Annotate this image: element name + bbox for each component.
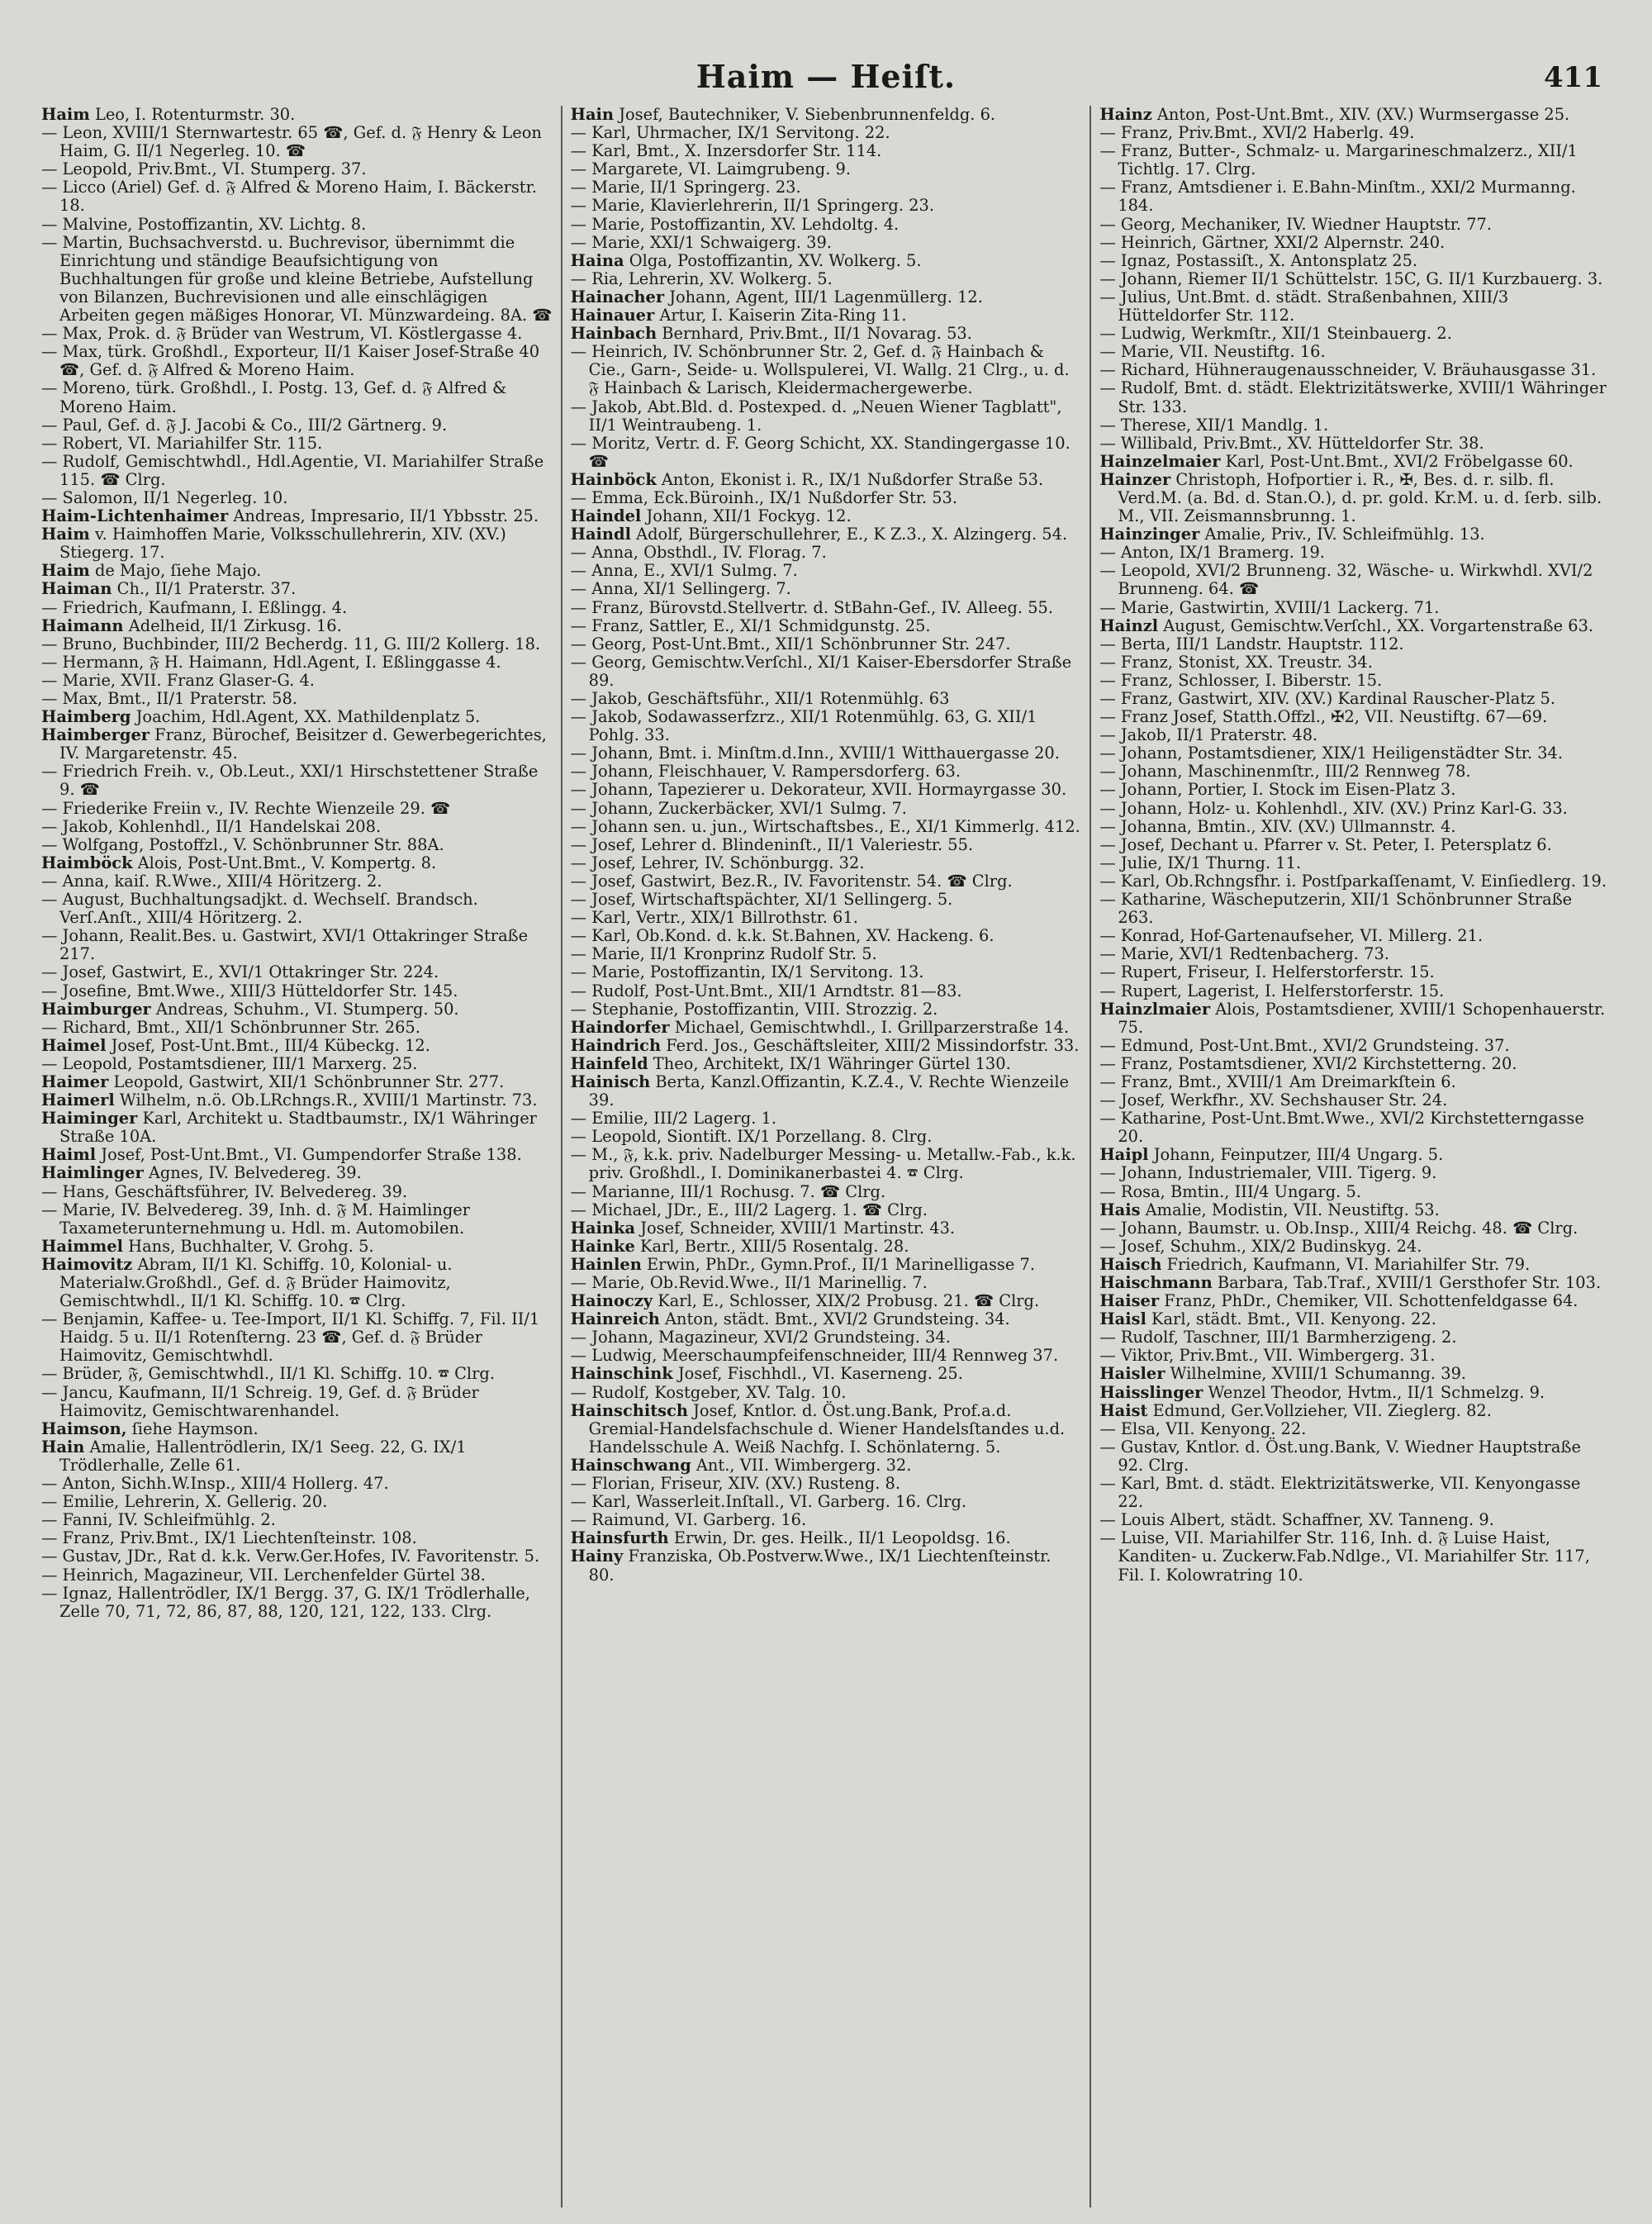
- directory-entry: Haimburger Andreas, Schuhm., VI. Stumperg. 50.: [41, 999, 459, 1019]
- directory-entry: — Rudolf, Gemischtwhdl., Hdl.Agentie, VI. Mariahilfer Straße 115. ☎ Clrg.: [41, 451, 544, 489]
- directory-entry: — Rudolf, Taschner, III/1 Barmherzigeng. 2.: [1099, 1328, 1457, 1347]
- directory-entry: — Rudolf, Kostgeber, XV. Talg. 10.: [570, 1382, 847, 1402]
- directory-entry: — Moreno, türk. Großhdl., I. Postg. 13, Gef. d. 𝔉 Alfred & Moreno Haim.: [41, 378, 507, 416]
- directory-entry: — Rudolf, Post-Unt.Bmt., XII/1 Arndtstr. 81—83.: [570, 981, 962, 1000]
- directory-entry: Hainfeld Theo, Architekt, IX/1 Währinger Gürtel 130.: [570, 1053, 1011, 1073]
- directory-entry: Hainschitsch Josef, Kntlor. d. Öst.ung.Bank, Prof.a.d. Gremial-Handelsfachschule d. Wiener Handelsſtandes u.d. Handelsschule A. Weiß Nachfg. I. Schönlaterng. 5.: [570, 1400, 1066, 1457]
- directory-entry: — Anna, E., XVI/1 Sulmg. 7.: [570, 561, 798, 581]
- directory-entry: — Karl, Bmt., X. Inzersdorfer Str. 114.: [570, 141, 882, 161]
- directory-entry: Haimböck Alois, Post-Unt.Bmt., V. Kompertg. 8.: [41, 853, 437, 872]
- directory-entry: — Anna, Obsthdl., IV. Florag. 7.: [570, 543, 827, 563]
- directory-entry: — Jakob, II/1 Praterstr. 48.: [1099, 725, 1318, 745]
- directory-entry: — Josef, Dechant u. Pfarrer v. St. Peter, I. Petersplatz 6.: [1099, 834, 1552, 854]
- directory-entry: Hainzer Christoph, Hofportier i. R., ✠, Bes. d. r. silb. fl. Verd.M. (a. Bd. d. Stan.O.), d. pr. gold. Kr.M. u. d. ſerb. silb. M., VII. Zeismannsbrunng. 1.: [1099, 469, 1602, 526]
- directory-entry: Haiminger Karl, Architekt u. Stadtbaumstr., IX/1 Währinger Straße 10A.: [41, 1109, 537, 1147]
- column-2: [563, 106, 1092, 2207]
- directory-entry: — Franz, Priv.Bmt., IX/1 Liechtenſteinstr. 108.: [41, 1528, 417, 1548]
- directory-entry: — Elsa, VII. Kenyong. 22.: [1099, 1419, 1307, 1438]
- directory-entry: — Franz, Postamtsdiener, XVI/2 Kirchstetterng. 20.: [1099, 1053, 1517, 1073]
- directory-entry: — Fanni, IV. Schleifmühlg. 2.: [41, 1510, 276, 1530]
- directory-entry: — Brüder, 𝔉, Gemischtwhdl., II/1 Kl. Schiffg. 10. ☎ Clrg.: [41, 1364, 495, 1384]
- directory-entry: Hainlen Erwin, PhDr., Gymn.Prof., II/1 Marinelligasse 7.: [570, 1254, 1036, 1274]
- directory-entry: Haischmann Barbara, Tab.Traf., XVIII/1 Gersthofer Str. 103.: [1099, 1273, 1602, 1292]
- directory-entry: — Marie, Gastwirtin, XVIII/1 Lackerg. 71.: [1099, 597, 1440, 617]
- directory-entry: — Karl, Ob.Kond. d. k.k. St.Bahnen, XV. Hackeng. 6.: [570, 926, 995, 946]
- directory-entry: — Johann, Zuckerbäcker, XVI/1 Sulmg. 7.: [570, 798, 907, 818]
- directory-entry: Haim de Majo, ſiehe Majo.: [41, 561, 262, 581]
- directory-entry: — Julie, IX/1 Thurng. 11.: [1099, 853, 1302, 872]
- directory-entry: — Franz, Schlosser, I. Biberstr. 15.: [1099, 670, 1383, 690]
- directory-entry: — Margarete, VI. Laimgrubeng. 9.: [570, 159, 852, 179]
- directory-entry: — Jakob, Abt.Bld. d. Postexped. d. „Neuen Wiener Tagblatt", II/1 Weintraubeng. 1.: [570, 397, 1062, 435]
- directory-entry: Haisler Wilhelmine, XVIII/1 Schumanng. 39.: [1099, 1364, 1467, 1384]
- directory-entry: — Emma, Eck.Büroinh., IX/1 Nußdorfer Str. 53.: [570, 487, 958, 507]
- directory-entry: — Hermann, 𝔉 H. Haimann, Hdl.Agent, I. Eßlinggasse 4.: [41, 652, 501, 672]
- directory-entry: — Berta, III/1 Landstr. Hauptstr. 112.: [1099, 634, 1404, 653]
- directory-entry: Hainschwang Ant., VII. Wimbergerg. 32.: [570, 1455, 912, 1475]
- directory-entry: — Therese, XII/1 Mandlg. 1.: [1099, 415, 1329, 435]
- directory-entry: — Johann sen. u. jun., Wirtschaftsbes., E., XI/1 Kimmerlg. 412.: [570, 816, 1080, 836]
- directory-entry: — Johann, Tapezierer u. Dekorateur, XVII. Hormayrgasse 30.: [570, 780, 1067, 800]
- directory-entry: Hainz Anton, Post-Unt.Bmt., XIV. (XV.) Wurmsergasse 25.: [1099, 106, 1570, 124]
- directory-entry: Haimerl Wilhelm, n.ö. Ob.LRchngs.R., XVIII/1 Martinstr. 73.: [41, 1091, 538, 1110]
- directory-entry: — Michael, JDr., E., III/2 Lagerg. 1. ☎ Clrg.: [570, 1200, 928, 1219]
- directory-entry: — Benjamin, Kaffee- u. Tee-Import, II/1 Kl. Schiffg. 7, Fil. II/1 Haidg. 5 u. II/1 Rotenſterng. 23 ☎, Gef. d. 𝔉 Brüder Haimovitz, Gemischtwhdl.: [41, 1309, 540, 1366]
- directory-entry: — Friedrich, Kaufmann, I. Eßlingg. 4.: [41, 597, 348, 617]
- directory-entry: — Leopold, Postamtsdiener, III/1 Marxerg. 25.: [41, 1053, 418, 1073]
- directory-entry: — Marie, Klavierlehrerin, II/1 Springerg. 23.: [570, 196, 935, 216]
- directory-entry: — Marie, Postoffizantin, IX/1 Servitong. 13.: [570, 962, 924, 982]
- directory-entry: — Johann, Baumstr. u. Ob.Insp., XIII/4 Reichg. 48. ☎ Clrg.: [1099, 1218, 1578, 1238]
- directory-entry: — Jakob, Kohlenhdl., II/1 Handelskai 208.: [41, 816, 382, 836]
- directory-entry: — Franz, Gastwirt, XIV. (XV.) Kardinal Rauscher-Platz 5.: [1099, 689, 1555, 708]
- directory-entry: — Leopold, XVI/2 Brunneng. 32, Wäsche- u. Wirkwhdl. XVI/2 Brunneng. 64. ☎: [1099, 561, 1593, 599]
- directory-entry: — Ignaz, Hallentrödler, IX/1 Bergg. 37, G. IX/1 Trödlerhalle, Zelle 70, 71, 72, 86, 87, 88, 120, 121, 122, 133. Clrg.: [41, 1583, 530, 1621]
- directory-entry: — Josef, Werkfhr., XV. Sechshauser Str. 24.: [1099, 1091, 1448, 1110]
- directory-entry: Hainy Franziska, Ob.Postverw.Wwe., IX/1 Liechtenſteinstr. 80.: [570, 1547, 1051, 1585]
- directory-entry: — M., 𝔉, k.k. priv. Nadelburger Messing- u. Metallw.-Fab., k.k. priv. Großhdl., I. Dominikanerbastei 4. ☎ Clrg.: [570, 1145, 1076, 1183]
- directory-entry: — Franz, Stonist, XX. Treustr. 34.: [1099, 652, 1373, 672]
- directory-entry: — Josef, Gastwirt, E., XVI/1 Ottakringer Str. 224.: [41, 962, 439, 982]
- directory-entry: — Gustav, Kntlor. d. Öst.ung.Bank, V. Wiedner Hauptstraße 92. Clrg.: [1099, 1437, 1581, 1475]
- directory-entry: — Rupert, Friseur, I. Helferstorferstr. 15.: [1099, 962, 1435, 982]
- directory-entry: — Marie, XVII. Franz Glaser-G. 4.: [41, 670, 315, 690]
- directory-entry: — Franz, Bürovstd.Stellvertr. d. StBahn-Gef., IV. Alleeg. 55.: [570, 597, 1054, 617]
- directory-entry: Haimmel Hans, Buchhalter, V. Grohg. 5.: [41, 1236, 374, 1256]
- directory-entry: — Ludwig, Werkmſtr., XII/1 Steinbauerg. 2.: [1099, 324, 1452, 344]
- directory-entry: — Franz, Sattler, E., XI/1 Schmidgunstg. 25.: [570, 615, 931, 635]
- directory-entry: — Marie, XVI/1 Redtenbacherg. 73.: [1099, 944, 1389, 964]
- directory-entry: — Johann, Riemer II/1 Schüttelstr. 15C, G. II/1 Kurzbauerg. 3.: [1099, 268, 1603, 288]
- directory-entry: — Marie, Ob.Revid.Wwe., II/1 Marinellig. 7.: [570, 1273, 928, 1292]
- directory-entry: Hainzl August, Gemischtw.Verſchl., XX. Vorgartenstraße 63.: [1099, 615, 1594, 635]
- directory-entry: — Emilie, III/2 Lagerg. 1.: [570, 1109, 777, 1129]
- directory-entry: Haim-Lichtenhaimer Andreas, Impresario, II/1 Ybbsstr. 25.: [41, 506, 539, 526]
- directory-entry: — Florian, Friseur, XIV. (XV.) Rusteng. 8.: [570, 1474, 901, 1494]
- directory-entry: — Marie, Postoffizantin, XV. Lehdoltg. 4.: [570, 214, 900, 234]
- column-3: [1091, 106, 1619, 2207]
- directory-entry: — Johann, Magazineur, XVI/2 Grundsteing. 34.: [570, 1328, 951, 1347]
- directory-entry: — Stephanie, Postoffizantin, VIII. Strozzig. 2.: [570, 999, 938, 1019]
- directory-entry: — Heinrich, Gärtner, XXI/2 Alpernstr. 240.: [1099, 232, 1446, 252]
- directory-entry: — Gustav, JDr., Rat d. k.k. Verw.Ger.Hofes, IV. Favoritenstr. 5.: [41, 1547, 540, 1566]
- directory-entry: Hainschink Josef, Fischhdl., VI. Kaserneng. 25.: [570, 1364, 963, 1384]
- directory-entry: — Luise, VII. Mariahilfer Str. 116, Inh. d. 𝔉 Luise Haist, Kanditen- u. Zuckerw.Fab.Ndlge., VI. Mariahilfer Str. 117, Fil. I. Kolowratring 10.: [1099, 1528, 1590, 1585]
- directory-entry: Haisl Karl, städt. Bmt., VII. Kenyong. 22.: [1099, 1309, 1436, 1329]
- directory-entry: Haist Edmund, Ger.Vollzieher, VII. Zieglerg. 82.: [1099, 1400, 1492, 1420]
- directory-entry: — Malvine, Postoffizantin, XV. Lichtg. 8.: [41, 214, 367, 234]
- directory-entry: — Ignaz, Postassiſt., X. Antonsplatz 25.: [1099, 250, 1418, 270]
- directory-entry: — Konrad, Hof-Gartenaufseher, VI. Millerg. 21.: [1099, 926, 1483, 946]
- directory-entry: — Jakob, Geschäftsführ., XII/1 Rotenmühlg. 63: [570, 689, 950, 708]
- directory-entry: Hainoczy Karl, E., Schlosser, XIX/2 Probusg. 21. ☎ Clrg.: [570, 1291, 1040, 1311]
- directory-entry: Hainka Josef, Schneider, XVIII/1 Martinstr. 43.: [570, 1218, 956, 1238]
- directory-entry: Hais Amalie, Modistin, VII. Neustiftg. 53.: [1099, 1200, 1440, 1219]
- directory-entry: — Georg, Gemischtw.Verſchl., XI/1 Kaiser-Ebersdorfer Straße 89.: [570, 652, 1072, 690]
- directory-entry: — Johann, Holz- u. Kohlenhdl., XIV. (XV.) Prinz Karl-G. 33.: [1099, 798, 1568, 818]
- directory-entry: — Heinrich, IV. Schönbrunner Str. 2, Gef. d. 𝔉 Hainbach & Cie., Garn-, Seide- u. Wollspulerei, VI. Wallg. 21 Clrg., u. d. 𝔉 Hainbach & Larisch, Kleidermachergewerbe.: [570, 342, 1070, 398]
- directory-entry: — Max, türk. Großhdl., Exporteur, II/1 Kaiser Josef-Straße 40 ☎, Gef. d. 𝔉 Alfred & Moreno Haim.: [41, 342, 540, 380]
- directory-entry: Hainzinger Amalie, Priv., IV. Schleifmühlg. 13.: [1099, 525, 1485, 544]
- directory-entry: Hainzelmaier Karl, Post-Unt.Bmt., XVI/2 Fröbelgasse 60.: [1099, 451, 1574, 471]
- directory-entry: — Marie, II/1 Springerg. 23.: [570, 178, 801, 197]
- directory-entry: — Friederike Freiin v., IV. Rechte Wienzeile 29. ☎: [41, 798, 451, 818]
- directory-entry: — Katharine, Post-Unt.Bmt.Wwe., XVI/2 Kirchstetterngasse 20.: [1099, 1109, 1584, 1147]
- directory-entry: — Marie, XXI/1 Schwaigerg. 39.: [570, 232, 832, 252]
- directory-entry: — Johann, Maschinenmſtr., III/2 Rennweg 78.: [1099, 762, 1471, 782]
- directory-entry: — Louis Albert, städt. Schaffner, XV. Tanneng. 9.: [1099, 1510, 1494, 1530]
- directory-entry: — Karl, Vertr., XIX/1 Billrothstr. 61.: [570, 908, 858, 928]
- directory-entry: — Ria, Lehrerin, XV. Wolkerg. 5.: [570, 268, 833, 288]
- directory-entry: — Ludwig, Meerschaumpfeifenschneider, III/4 Rennweg 37.: [570, 1346, 1059, 1366]
- directory-entry: Haimson, ſiehe Haymson.: [41, 1419, 259, 1438]
- column-1: [33, 106, 563, 2207]
- directory-entry: Haindl Adolf, Bürgerschullehrer, E., K Z.3., X. Alzingerg. 54.: [570, 525, 1068, 544]
- directory-entry: — Johann, Industriemaler, VIII. Tigerg. 9.: [1099, 1163, 1437, 1183]
- directory-entry: — Georg, Mechaniker, IV. Wiedner Hauptstr. 77.: [1099, 214, 1493, 234]
- directory-entry: — Martin, Buchsachverstd. u. Buchrevisor, übernimmt die Einrichtung und ständige Beaufsichtigung von Buchhaltungen für große und kleine Betriebe, Aufstellung von Bilanzen, Buchrevisionen und alle einschlägigen Arbeiten gegen mäßiges Honorar, VI. Münzwardeing. 8A. ☎: [41, 232, 553, 326]
- directory-entry: — Josef, Lehrer, IV. Schönburgg. 32.: [570, 853, 865, 872]
- directory-entry: Hainzlmaier Alois, Postamtsdiener, XVIII/1 Schopenhauerstr. 75.: [1099, 999, 1606, 1037]
- directory-entry: — Wolfgang, Postoffzl., V. Schönbrunner Str. 88A.: [41, 834, 444, 854]
- directory-entry: — Josefine, Bmt.Wwe., XIII/3 Hütteldorfer Str. 145.: [41, 981, 458, 1000]
- directory-entry: — Max, Bmt., II/1 Praterstr. 58.: [41, 689, 297, 708]
- directory-entry: Haisslinger Wenzel Theodor, Hvtm., II/1 Schmelzg. 9.: [1099, 1382, 1545, 1402]
- directory-entry: — Anton, Sichh.W.Insp., XIII/4 Hollerg. 47.: [41, 1474, 389, 1494]
- directory-entry: Haimovitz Abram, II/1 Kl. Schiffg. 10, Kolonial- u. Materialw.Großhdl., Gef. d. 𝔉 Brüder Haimovitz, Gemischtwhdl., II/1 Kl. Schiffg. 10. ☎ Clrg.: [41, 1254, 453, 1311]
- directory-entry: — Franz, Amtsdiener i. E.Bahn-Minſtm., XXI/2 Murmanng. 184.: [1099, 178, 1576, 216]
- directory-entry: — Karl, Bmt. d. städt. Elektrizitätswerke, VII. Kenyongasse 22.: [1099, 1474, 1581, 1512]
- directory-entry: — Johann, Realit.Bes. u. Gastwirt, XVI/1 Ottakringer Straße 217.: [41, 926, 529, 964]
- directory-entry: — Robert, VI. Mariahilfer Str. 115.: [41, 433, 323, 453]
- directory-entry: Haimlinger Agnes, IV. Belvedereg. 39.: [41, 1163, 362, 1183]
- directory-entry: — Josef, Wirtschaftspächter, XI/1 Sellingerg. 5.: [570, 890, 953, 910]
- directory-entry: Hainauer Artur, I. Kaiserin Zita-Ring 11.: [570, 306, 907, 326]
- directory-entry: — Richard, Hühneraugenausschneider, V. Bräuhausgasse 31.: [1099, 360, 1597, 380]
- directory-entry: Hainreich Anton, städt. Bmt., XVI/2 Grundsteing. 34.: [570, 1309, 1010, 1329]
- directory-entry: Hain Amalie, Hallentrödlerin, IX/1 Seeg. 22, G. IX/1 Trödlerhalle, Zelle 61.: [41, 1437, 467, 1475]
- directory-entry: — Johann, Fleischhauer, V. Rampersdorferg. 63.: [570, 762, 961, 782]
- directory-entry: — Anna, kaiſ. R.Wwe., XIII/4 Höritzerg. 2.: [41, 871, 382, 891]
- directory-entry: — Katharine, Wäscheputzerin, XII/1 Schönbrunner Straße 263.: [1099, 890, 1573, 928]
- directory-entry: Hainke Karl, Bertr., XIII/5 Rosentalg. 28.: [570, 1236, 909, 1256]
- directory-entry: Haina Olga, Postoffizantin, XV. Wolkerg. 5.: [570, 250, 922, 270]
- directory-entry: — Johanna, Bmtin., XIV. (XV.) Ullmannstr. 4.: [1099, 816, 1456, 836]
- directory-entry: Haiser Franz, PhDr., Chemiker, VII. Schottenfeldgasse 64.: [1099, 1291, 1578, 1311]
- directory-entry: — Leopold, Siontift. IX/1 Porzellang. 8. Clrg.: [570, 1127, 933, 1147]
- directory-entry: — Karl, Ob.Rchngsfhr. i. Postſparkaſſenamt, V. Einſiedlerg. 19.: [1099, 871, 1607, 891]
- directory-entry: — Licco (Ariel) Gef. d. 𝔉 Alfred & Moreno Haim, I. Bäckerstr. 18.: [41, 178, 537, 216]
- directory-entry: — Marie, IV. Belvedereg. 39, Inh. d. 𝔉 M. Haimlinger Taxameterunternehmung u. Hdl. m. Automobilen.: [41, 1200, 471, 1238]
- page-number: 411: [1544, 61, 1602, 94]
- directory-entry: — Rosa, Bmtin., III/4 Ungarg. 5.: [1099, 1181, 1361, 1201]
- directory-entry: Haindrich Ferd. Jos., Geschäftsleiter, XIII/2 Missindorfstr. 33.: [570, 1035, 1080, 1055]
- directory-entry: Haindel Johann, XII/1 Fockyg. 12.: [570, 506, 852, 526]
- directory-entry: Hainisch Berta, Kanzl.Offizantin, K.Z.4., V. Rechte Wienzeile 39.: [570, 1072, 1070, 1110]
- directory-entry: — Max, Prok. d. 𝔉 Brüder van Westrum, VI. Köstlergasse 4.: [41, 324, 523, 344]
- directory-entry: — Jakob, Sodawasserfzrz., XII/1 Rotenmühlg. 63, G. XII/1 Pohlg. 33.: [570, 707, 1037, 745]
- directory-entry: — Josef, Lehrer d. Blindeninſt., II/1 Valeriestr. 55.: [570, 834, 974, 854]
- directory-entry: — August, Buchhaltungsadjkt. d. Wechselſ. Brandsch. Verſ.Anſt., XIII/4 Höritzerg. 2.: [41, 890, 478, 928]
- directory-entry: — Jancu, Kaufmann, II/1 Schreig. 19, Gef. d. 𝔉 Brüder Haimovitz, Gemischtwarenhandel.: [41, 1382, 479, 1420]
- directory-entry: Haimel Josef, Post-Unt.Bmt., III/4 Kübeckg. 12.: [41, 1035, 430, 1055]
- directory-entry: — Josef, Schuhm., XIX/2 Budinskyg. 24.: [1099, 1236, 1422, 1256]
- directory-entry: — Edmund, Post-Unt.Bmt., XVI/2 Grundsteing. 37.: [1099, 1035, 1510, 1055]
- directory-entry: — Anna, XI/1 Sellingerg. 7.: [570, 579, 791, 599]
- directory-entry: — Marianne, III/1 Rochusg. 7. ☎ Clrg.: [570, 1181, 886, 1201]
- directory-entry: Hainböck Anton, Ekonist i. R., IX/1 Nußdorfer Straße 53.: [570, 469, 1044, 489]
- directory-entry: — Willibald, Priv.Bmt., XV. Hütteldorfer Str. 38.: [1099, 433, 1484, 453]
- directory-entry: Haim Leo, I. Rotenturmstr. 30.: [41, 106, 296, 124]
- directory-entry: — Franz, Butter-, Schmalz- u. Margarineschmalzerz., XII/1 Tichtlg. 17. Clrg.: [1099, 141, 1578, 179]
- directory-entry: — Paul, Gef. d. 𝔉 J. Jacobi & Co., III/2 Gärtnerg. 9.: [41, 415, 448, 435]
- directory-entry: — Salomon, II/1 Negerleg. 10.: [41, 487, 288, 507]
- directory-entry: Hainsfurth Erwin, Dr. ges. Heilk., II/1 Leopoldsg. 16.: [570, 1528, 1011, 1548]
- directory-entry: — Franz Josef, Statth.Offzl., ✠2, VII. Neustiftg. 67—69.: [1099, 707, 1548, 727]
- directory-entry: Haisch Friedrich, Kaufmann, VI. Mariahilfer Str. 79.: [1099, 1254, 1531, 1274]
- directory-entry: Haiml Josef, Post-Unt.Bmt., VI. Gumpendorfer Straße 138.: [41, 1145, 522, 1165]
- directory-entry: — Rupert, Lagerist, I. Helferstorferstr. 15.: [1099, 981, 1445, 1000]
- directory-entry: Hain Josef, Bautechniker, V. Siebenbrunnenfeldg. 6.: [570, 106, 996, 124]
- directory-entry: — Hans, Geschäftsführer, IV. Belvedereg. 39.: [41, 1181, 408, 1201]
- directory-entry: — Heinrich, Magazineur, VII. Lerchenfelder Gürtel 38.: [41, 1565, 486, 1585]
- directory-entry: — Franz, Bmt., XVIII/1 Am Dreimarkſtein 6.: [1099, 1072, 1456, 1091]
- directory-entry: Haimberg Joachim, Hdl.Agent, XX. Mathildenplatz 5.: [41, 707, 481, 727]
- directory-entry: Haipl Johann, Feinputzer, III/4 Ungarg. 5.: [1099, 1145, 1444, 1165]
- directory-entry: Hainbach Bernhard, Priv.Bmt., II/1 Novarag. 53.: [570, 324, 972, 344]
- directory-entry: — Emilie, Lehrerin, X. Gellerig. 20.: [41, 1492, 328, 1512]
- directory-entry: — Richard, Bmt., XII/1 Schönbrunner Str. 265.: [41, 1017, 420, 1037]
- directory-entry: — Johann, Portier, I. Stock im Eisen-Platz 3.: [1099, 780, 1456, 800]
- directory-entry: — Anton, IX/1 Bramerg. 19.: [1099, 543, 1325, 563]
- directory-entry: — Friedrich Freih. v., Ob.Leut., XXI/1 Hirschstettener Straße 9. ☎: [41, 762, 539, 800]
- directory-entry: Haimberger Franz, Bürochef, Beisitzer d. Gewerbegerichtes, IV. Margaretenstr. 45.: [41, 725, 547, 763]
- columns: [33, 106, 1619, 2207]
- directory-entry: Haimer Leopold, Gastwirt, XII/1 Schönbrunner Str. 277.: [41, 1072, 505, 1091]
- directory-entry: — Rudolf, Bmt. d. städt. Elektrizitätswerke, XVIII/1 Währinger Str. 133.: [1099, 378, 1607, 416]
- directory-entry: — Marie, VII. Neustiftg. 16.: [1099, 342, 1326, 362]
- directory-entry: Haiman Ch., II/1 Praterstr. 37.: [41, 579, 297, 599]
- directory-entry: — Leopold, Priv.Bmt., VI. Stumperg. 37.: [41, 159, 367, 179]
- directory-entry: Hainacher Johann, Agent, III/1 Lagenmüllerg. 12.: [570, 287, 983, 307]
- directory-entry: — Viktor, Priv.Bmt., VII. Wimbergerg. 31.: [1099, 1346, 1436, 1366]
- directory-entry: — Julius, Unt.Bmt. d. städt. Straßenbahnen, XIII/3 Hütteldorfer Str. 112.: [1099, 287, 1509, 326]
- directory-entry: — Georg, Post-Unt.Bmt., XII/1 Schönbrunner Str. 247.: [570, 634, 1011, 653]
- directory-entry: Haindorfer Michael, Gemischtwhdl., I. Grillparzerstraße 14.: [570, 1017, 1070, 1037]
- directory-entry: — Marie, II/1 Kronprinz Rudolf Str. 5.: [570, 944, 877, 964]
- directory-entry: — Josef, Gastwirt, Bez.R., IV. Favoritenstr. 54. ☎ Clrg.: [570, 871, 1013, 891]
- running-title: Haim — Heiſt.: [695, 58, 957, 95]
- directory-entry: — Karl, Wasserleit.Inſtall., VI. Garberg. 16. Clrg.: [570, 1492, 967, 1512]
- directory-entry: — Bruno, Buchbinder, III/2 Becherdg. 11, G. III/2 Kollerg. 18.: [41, 634, 541, 653]
- page-header: [33, 58, 1619, 99]
- directory-entry: Haimann Adelheid, II/1 Zirkusg. 16.: [41, 615, 342, 635]
- directory-entry: — Leon, XVIII/1 Sternwartestr. 65 ☎, Gef. d. 𝔉 Henry & Leon Haim, G. II/1 Negerleg. 10. ☎: [41, 123, 542, 161]
- directory-entry: — Johann, Postamtsdiener, XIX/1 Heiligenstädter Str. 34.: [1099, 744, 1564, 763]
- directory-entry: — Moritz, Vertr. d. F. Georg Schicht, XX. Standingergasse 10. ☎: [570, 433, 1070, 471]
- directory-entry: — Raimund, VI. Garberg. 16.: [570, 1510, 807, 1530]
- directory-entry: Haim v. Haimhoffen Marie, Volksschullehrerin, XIV. (XV.) Stiegerg. 17.: [41, 525, 506, 563]
- directory-entry: — Karl, Uhrmacher, IX/1 Servitong. 22.: [570, 123, 890, 143]
- directory-entry: — Franz, Priv.Bmt., XVI/2 Haberlg. 49.: [1099, 123, 1415, 143]
- directory-entry: — Johann, Bmt. i. Minſtm.d.Inn., XVIII/1 Witthauergasse 20.: [570, 744, 1060, 763]
